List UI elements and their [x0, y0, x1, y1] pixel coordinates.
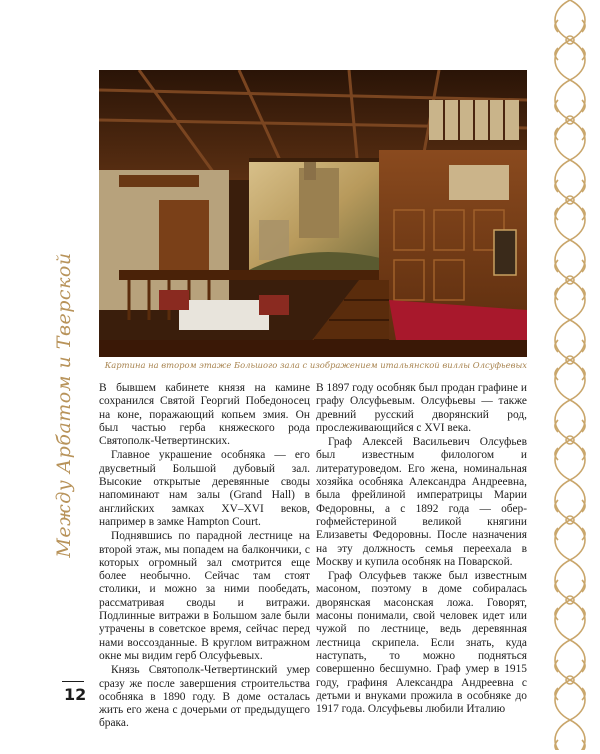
- paragraph: Поднявшись по парадной лестнице на второй этаж, мы попадем на балкончики, с которых огромный зал смотрится еще более необычно. Сейчас там стоят столики, и можно за ними пообедать, рассматривая своды и витражи. Подлинные витражи в Большом зале были утрачены в советское время, сейчас перед нами воссозданные. В круглом витражном окне мы видим герб Олсуфьевых.: [99, 530, 310, 662]
- paragraph: Граф Олсуфьев также был известным масоном, поэтому в доме собиралась дворянская масонская ложа. Говорят, масоны понимали, свой человек идет или чужой по лестнице, ведь деревянная лестница скрипела. Если знать, куда наступать, то можно подняться совершенно бесшумно. Граф умер в 1915 году, графиня Александра Андреевна с детьми и внуками прожила в особняке до 1917 года. Олсуфьевы любили Италию: [316, 570, 527, 716]
- right-column: [316, 382, 527, 717]
- page-number: 12: [64, 685, 87, 704]
- paragraph: Князь Святополк-Четвертинский умер сразу же после завершения строительства особняка в 1890 году. В доме осталась жить его жена с дочерьми от предыдущего брака.: [99, 664, 310, 730]
- page-number-rule: [62, 681, 84, 682]
- hall-interior-photo: [99, 70, 527, 357]
- paragraph: Граф Алексей Васильевич Олсуфьев был известным филологом и литературоведом. Его жена, номинальная хозяйка особняка Александра Андреевна, была фрейлиной императрицы Марии Федоровны, а с 1892 года — обер-гофмейстериной великой княгини Елизаветы Федоровны. После назначения на эту должность семья переехала в Москву и купила особняк на Поварской.: [316, 436, 527, 568]
- photo-caption: Картина на втором этаже Большого зала с изображением итальянской виллы Олсуфьевых: [104, 360, 527, 370]
- running-title: [52, 195, 76, 615]
- paragraph: В бывшем кабинете князя на камине сохранился Святой Георгий Победоносец на коне, поражающий копьем змия. Он был частью герба княжеского рода Святополк-Четвертинских.: [99, 382, 310, 448]
- running-title-text: Между Арбатом и Тверской: [53, 252, 75, 558]
- paragraph: Главное украшение особняка — его двусветный Большой дубовый зал. Высокие открытые деревянные своды напоминают нам залы (Grand Hall) в английских замках XV–XVI веков, например в замке Hampton Court.: [99, 449, 310, 528]
- paragraph: В 1897 году особняк был продан графине и графу Олсуфьевым. Олсуфьевы — также древний русский дворянский род, прослеживающийся с XVI века.: [316, 382, 527, 434]
- decorative-border-ornament: [540, 0, 600, 750]
- left-column: [99, 382, 310, 732]
